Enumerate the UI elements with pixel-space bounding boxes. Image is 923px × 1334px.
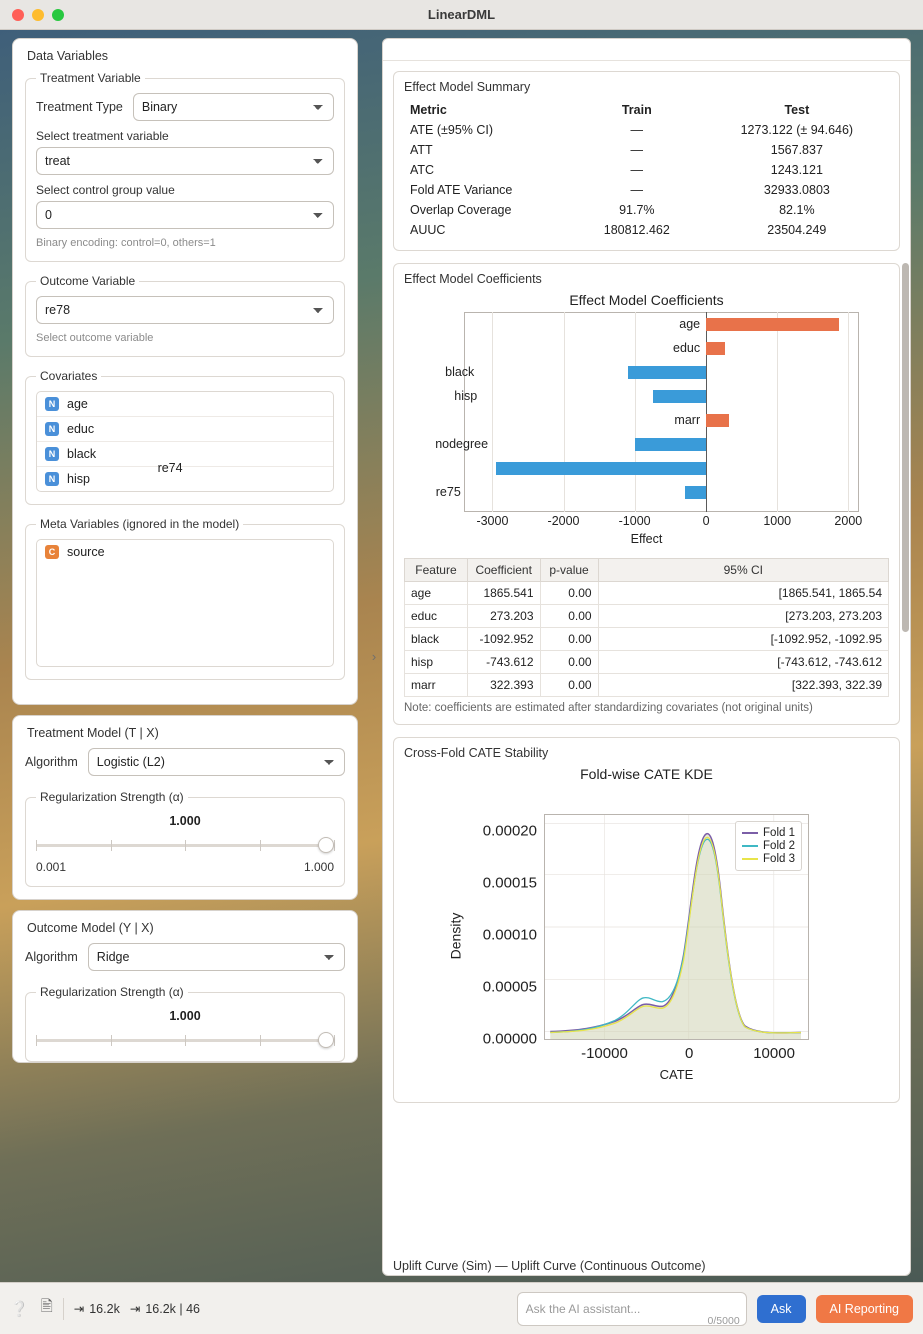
control-group-value-select[interactable] [36,201,334,229]
bar-re75 [435,485,706,499]
treatment-algorithm-label: Algorithm [25,755,78,769]
kde-ytick: 0.00020 [482,822,537,840]
bar-hisp [454,389,706,403]
table-row [405,674,889,697]
meta-variables-legend: Meta Variables (ignored in the model) [40,517,240,531]
table-row [404,140,889,160]
legend-swatch [742,845,758,847]
table-row [405,628,889,651]
treatment-type-label: Treatment Type [36,100,123,114]
metric-name: ATC [410,163,435,177]
kde-xtick: -10000 [581,1045,628,1062]
coefficient-chart-xticks [464,514,863,532]
table-row [404,120,889,140]
kde-ylabel: Density [447,912,464,960]
chart-plot-area [464,312,859,512]
treatment-type-select[interactable] [133,93,334,121]
outcome-regularization-group [25,985,345,1062]
xtick: -3000 [476,514,509,528]
outcome-algorithm-label: Algorithm [25,950,78,964]
kde-xtick: 0 [684,1045,694,1062]
cell-pvalue: 0.00 [540,628,598,651]
outcome-regularization-slider[interactable] [36,1031,334,1049]
xtick: 0 [702,514,710,528]
legend-label: Fold 1 [763,827,795,839]
metric-test: 1567.837 [770,143,823,157]
list-item[interactable] [37,442,333,467]
effect-model-summary-title: Effect Model Summary [404,80,531,94]
bar-black [445,365,706,379]
outcome-regularization-legend: Regularization Strength (α) [40,985,184,999]
col-pvalue: p-value [540,559,598,582]
token-out-icon: ⇥ [129,1302,141,1316]
covariates-legend: Covariates [40,369,98,383]
outcome-variable-group [25,274,345,357]
data-variables-title: Data Variables [27,49,109,63]
ai-assistant-input[interactable] [517,1292,747,1326]
results-panel [157,38,911,1276]
col-metric: Metric [410,103,447,117]
slider-knob[interactable] [318,837,334,853]
bar-nodegree [435,437,706,451]
coefficient-chart-xlabel: Effect [630,532,663,546]
covariates-list[interactable] [36,391,334,492]
right-panel-wrap [157,30,923,1282]
bar-educ [673,341,725,355]
results-scrollbar[interactable] [902,41,909,1273]
metric-name: Fold ATE Variance [410,183,513,197]
numeric-type-icon: N [45,447,59,461]
meta-variables-group [25,517,345,680]
legend-swatch [742,858,758,860]
outcome-variable-select[interactable] [36,296,334,324]
coefficient-bar-chart [157,312,859,512]
coefficient-chart-title: Effect Model Coefficients [569,292,724,308]
xtick: -2000 [547,514,580,528]
footer-divider [63,1298,64,1320]
metric-train: 180812.462 [603,223,670,237]
bar-label-re75: re75 [435,485,461,499]
tokens-out-value: 16.2k | 46 [145,1301,200,1316]
cell-feature: hisp [405,651,468,674]
list-item[interactable] [37,467,333,491]
xtick: 2000 [834,514,863,528]
coefficients-table [404,558,889,697]
ai-reporting-button[interactable]: AI Reporting [816,1295,913,1323]
cross-fold-stability-section [393,737,900,1103]
treatment-regularization-value: 1.000 [169,814,201,828]
effect-model-summary-section [393,71,900,251]
cell-pvalue: 0.00 [540,651,598,674]
treatment-regularization-slider[interactable] [36,836,334,854]
metric-name: ATT [410,143,433,157]
treatment-model-title: Treatment Model (T | X) [27,726,159,740]
kde-ytick: 0.00000 [482,1030,537,1048]
bar-re74 [157,461,707,475]
document-icon[interactable]: 🖹 [40,1298,53,1315]
table-row [405,582,889,605]
treatment-reg-min: 0.001 [36,860,67,874]
numeric-type-icon: N [45,472,59,486]
cell-coefficient: -1092.952 [467,628,540,651]
xtick: -1000 [618,514,651,528]
kde-ytick: 0.00005 [482,978,537,996]
metric-test: 32933.0803 [763,183,830,197]
treatment-regularization-legend: Regularization Strength (α) [40,790,184,804]
treatment-variable-select[interactable] [36,147,334,175]
outcome-model-card [12,910,358,1063]
meta-variable-label: source [67,545,105,559]
metric-train: — [630,143,644,157]
ai-input-placeholder: Ask the AI assistant... [525,1301,641,1316]
covariate-label: educ [67,422,95,436]
metric-name: ATE (±95% CI) [410,123,494,137]
covariates-group [25,369,345,505]
covariate-label: hisp [67,472,90,486]
cross-fold-stability-title: Cross-Fold CATE Stability [404,746,549,760]
cell-ci: [-1092.952, -1092.95 [598,628,888,651]
kde-ytick: 0.00010 [482,926,537,944]
xtick: 1000 [763,514,792,528]
title-bar [0,0,923,30]
uplift-curve-section-title: Uplift Curve (Sim) — Uplift Curve (Continuous Outcome) [393,1259,706,1273]
legend-item [742,827,795,839]
scrollbar-thumb[interactable] [902,263,909,633]
bar-label-hisp: hisp [454,389,478,403]
treatment-variable-legend: Treatment Variable [40,71,141,85]
panel-top-strip [383,39,910,61]
metric-name: AUUC [410,223,446,237]
footer-bar [0,1282,923,1334]
cell-ci: [1865.541, 1865.54 [598,582,888,605]
ai-char-counter: 0/5000 [707,1314,740,1327]
bar-label-marr: marr [674,413,701,427]
table-row [404,160,889,180]
covariate-label: black [67,447,97,461]
tokens-out-indicator [130,1301,200,1316]
cell-feature: age [405,582,468,605]
col-coefficient: Coefficient [467,559,540,582]
outcome-variable-hint: Select outcome variable [36,332,154,344]
chevron-right-icon: › [371,648,377,664]
cell-pvalue: 0.00 [540,605,598,628]
table-row [404,220,889,240]
table-header-row [405,559,889,582]
metric-train: — [630,163,644,177]
bar-label-educ: educ [673,341,701,355]
coefficients-table-wrap[interactable] [404,558,889,696]
cell-coefficient: 322.393 [467,674,540,697]
list-item[interactable] [37,417,333,442]
bar-label-nodegree: nodegree [435,437,489,451]
window-title: LinearDML [427,7,496,22]
bar-label-age: age [679,317,701,331]
kde-ytick: 0.00015 [482,874,537,892]
treatment-algorithm-select[interactable] [88,748,345,776]
kde-chart-title: Fold-wise CATE KDE [580,766,713,782]
bar-label-re74: re74 [157,461,183,475]
legend-swatch [742,832,758,834]
sidebar-collapse-handle[interactable] [366,30,382,1282]
help-icon[interactable]: ❔ [10,1300,29,1318]
kde-chart [404,786,889,1086]
treatment-model-card [12,715,358,900]
effect-summary-table [404,100,889,240]
cell-pvalue: 0.00 [540,674,598,697]
table-row [404,180,889,200]
token-in-icon: ⇥ [73,1302,85,1316]
outcome-model-title: Outcome Model (Y | X) [27,921,154,935]
table-row [405,605,889,628]
metric-train: 91.7% [619,203,655,217]
numeric-type-icon: N [45,397,59,411]
metric-name: Overlap Coverage [410,203,512,217]
slider-knob[interactable] [318,1032,334,1048]
left-panel [0,30,366,1282]
col-ci: 95% CI [598,559,888,582]
table-header-row [404,100,889,120]
treatment-reg-max: 1.000 [303,860,334,874]
app-body [0,30,923,1282]
metric-test: 23504.249 [767,223,827,237]
legend-item [742,840,795,852]
list-item[interactable] [37,392,333,417]
meta-variables-list[interactable] [36,539,334,667]
cell-ci: [322.393, 322.39 [598,674,888,697]
metric-test: 82.1% [779,203,815,217]
list-item[interactable] [37,540,333,564]
data-variables-card [12,38,358,705]
treatment-variable-group [25,71,345,262]
table-row [405,651,889,674]
bar-age [679,317,839,331]
ask-button[interactable]: Ask [757,1295,806,1323]
legend-label: Fold 3 [763,853,795,865]
covariate-label: age [67,397,88,411]
col-feature: Feature [405,559,468,582]
numeric-type-icon: N [45,422,59,436]
categorical-type-icon: C [45,545,59,559]
kde-xtick: 10000 [753,1045,795,1062]
metric-train: — [630,183,644,197]
legend-label: Fold 2 [763,840,795,852]
kde-plot-area [482,814,809,1062]
cell-feature: black [405,628,468,651]
cell-feature: marr [405,674,468,697]
treatment-regularization-group [25,790,345,887]
tokens-in-indicator [74,1301,120,1316]
effect-model-coefficients-title: Effect Model Coefficients [404,272,542,286]
col-train: Train [621,103,652,117]
outcome-algorithm-select[interactable] [88,943,345,971]
cell-coefficient: -743.612 [467,651,540,674]
cell-ci: [273.203, 273.203 [598,605,888,628]
kde-xlabel: CATE [659,1067,694,1082]
kde-legend [735,821,802,871]
control-group-value-label: Select control group value [36,183,175,197]
metric-test: 1243.121 [770,163,823,177]
table-row [404,200,889,220]
col-test: Test [784,103,810,117]
binary-encoding-hint: Binary encoding: control=0, others=1 [36,237,216,249]
cell-feature: educ [405,605,468,628]
metric-test: 1273.122 (± 94.646) [740,123,854,137]
cell-pvalue: 0.00 [540,582,598,605]
effect-model-coefficients-section [157,263,900,725]
bar-marr [674,413,729,427]
outcome-regularization-value: 1.000 [169,1009,201,1023]
select-treatment-variable-label: Select treatment variable [36,129,169,143]
cell-coefficient: 273.203 [467,605,540,628]
legend-item [742,853,795,865]
metric-train: — [630,123,644,137]
bar-label-black: black [445,365,475,379]
coefficients-note: Note: coefficients are estimated after standardizing covariates (not original units) [404,702,813,714]
cell-coefficient: 1865.541 [467,582,540,605]
outcome-variable-legend: Outcome Variable [40,274,136,288]
tokens-in-value: 16.2k [89,1301,120,1316]
cell-ci: [-743.612, -743.612 [598,651,888,674]
